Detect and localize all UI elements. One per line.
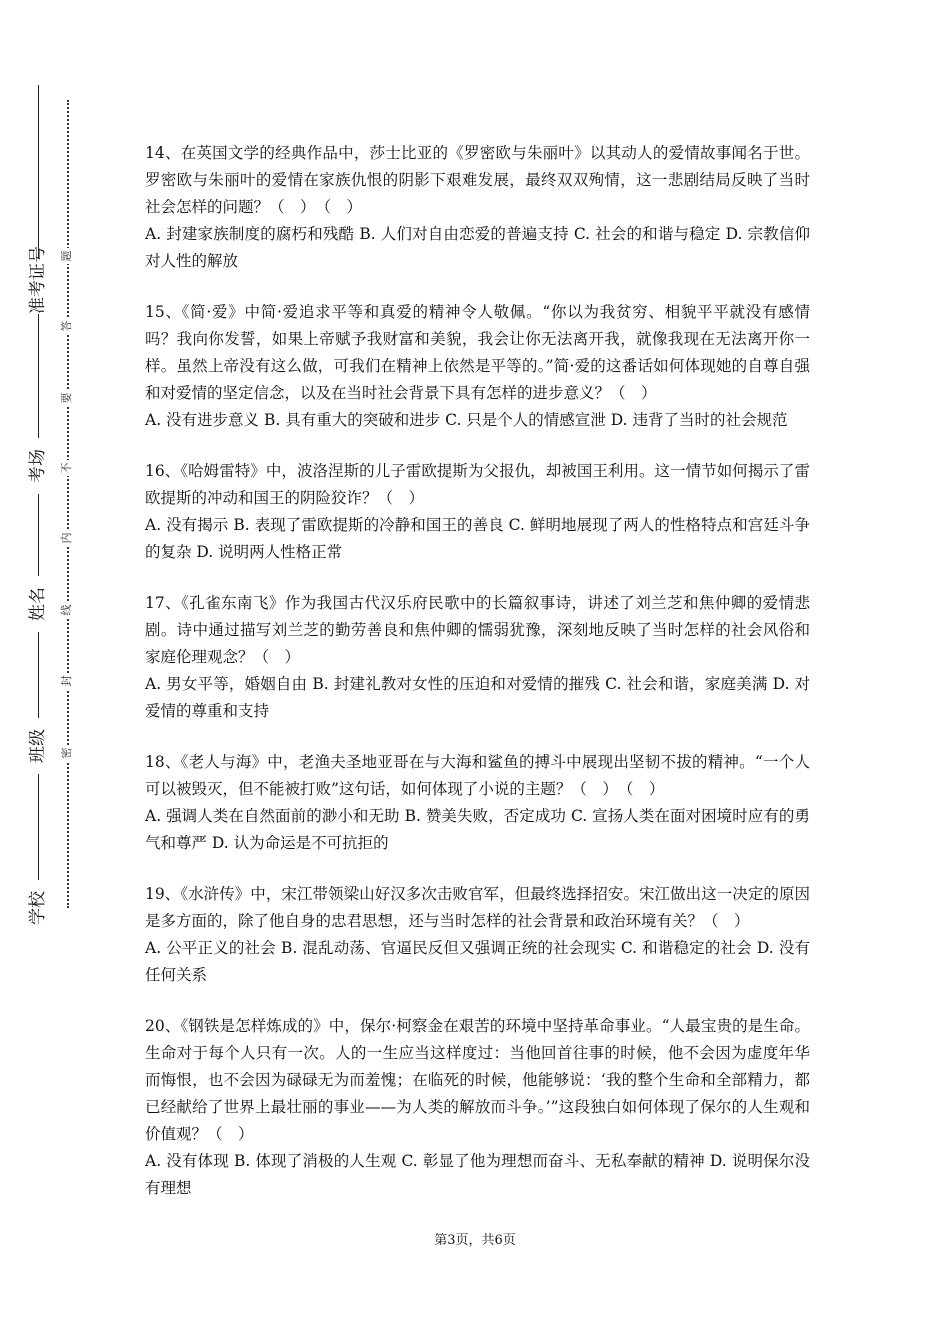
question-list — [145, 140, 810, 1226]
question-19 — [145, 881, 810, 989]
label-name: 姓名 — [27, 576, 49, 632]
label-school: 学校 — [27, 880, 49, 936]
question-options: A. 公平正义的社会 B. 混乱动荡、官逼民反但又强调正统的社会现实 C. 和谐稳定的社会 D. 没有任何关系 — [145, 939, 810, 984]
question-20 — [145, 1013, 810, 1202]
seal-char: 答 — [59, 318, 75, 334]
question-stem: 20、《钢铁是怎样炼成的》中，保尔·柯察金在艰苦的环境中坚持革命事业。“人最宝贵的是生命。生命对于每个人只有一次。人的一生应当这样度过：当他回首往事的时候，他不会因为虚度年华而悔恨，也不会因为碌碌无为而羞愧；在临死的时候，他能够说：‘我的整个生命和全部精力，都已经献给了世界上最壮丽的事业——为人类的解放而斗争。’”这段独白如何体现了保尔的人生观和价值观？（ ） — [145, 1017, 810, 1143]
question-14 — [145, 140, 810, 275]
question-options: A. 封建家族制度的腐朽和残酷 B. 人们对自由恋爱的普遍支持 C. 社会的和谐与稳定 D. 宗教信仰对人性的解放 — [145, 225, 810, 270]
question-options: A. 男女平等，婚姻自由 B. 封建礼教对女性的压迫和对爱情的摧残 C. 社会和谐，家庭美满 D. 对爱情的尊重和支持 — [145, 675, 810, 720]
label-class: 班级 — [27, 718, 49, 774]
binding-solid-line — [38, 85, 39, 925]
seal-char: 封 — [59, 673, 75, 689]
seal-char: 线 — [59, 602, 75, 618]
question-18 — [145, 749, 810, 857]
question-stem: 18、《老人与海》中，老渔夫圣地亚哥在与大海和鲨鱼的搏斗中展现出坚韧不拔的精神。“一个人可以被毁灭，但不能被打败”这句话，如何体现了小说的主题？（ ） （ ） — [145, 753, 810, 798]
seal-char: 不 — [59, 460, 75, 476]
question-stem: 15、《简·爱》中简·爱追求平等和真爱的精神令人敬佩。“你以为我贫穷、相貌平平就没有感情吗？我向你发誓，如果上帝赋予我财富和美貌，我会让你无法离开我，就像我现在无法离开你一样。虽然上帝没有这么做，可我们在精神上依然是平等的。”简·爱的这番话如何体现她的自尊自强和对爱情的坚定信念，以及在当时社会背景下具有怎样的进步意义？（ ） — [145, 303, 810, 402]
page-number: 第3页，共6页 — [434, 1233, 516, 1248]
question-stem: 19、《水浒传》中，宋江带领梁山好汉多次击败官军，但最终选择招安。宋江做出这一决定的原因是多方面的，除了他自身的忠君思想，还与当时怎样的社会背景和政治环境有关？（ ） — [145, 885, 810, 930]
seal-char: 内 — [59, 530, 75, 546]
question-options: A. 没有进步意义 B. 具有重大的突破和进步 C. 只是个人的情感宣泄 D. 违背了当时的社会规范 — [145, 411, 788, 429]
seal-char: 题 — [59, 248, 75, 264]
question-options: A. 强调人类在自然面前的渺小和无助 B. 赞美失败，否定成功 C. 宣扬人类在面对困境时应有的勇气和尊严 D. 认为命运是不可抗拒的 — [145, 807, 810, 852]
question-options: A. 没有体现 B. 体现了消极的人生观 C. 彰显了他为理想而奋斗、无私奉献的精神 D. 说明保尔没有理想 — [145, 1152, 810, 1197]
question-stem: 16、《哈姆雷特》中，波洛涅斯的儿子雷欧提斯为父报仇，却被国王利用。这一情节如何揭示了雷欧提斯的冲动和国王的阴险狡诈？（ ） — [145, 462, 810, 507]
question-stem: 17、《孔雀东南飞》作为我国古代汉乐府民歌中的长篇叙事诗，讲述了刘兰芝和焦仲卿的爱情悲剧。诗中通过描写刘兰芝的勤劳善良和焦仲卿的懦弱犹豫，深刻地反映了当时怎样的社会风俗和家庭伦理观念？（ ） — [145, 594, 810, 666]
label-exam-room: 考场 — [27, 438, 49, 494]
label-exam-number: 准考证号 — [28, 246, 48, 314]
seal-char: 要 — [59, 390, 75, 406]
question-15 — [145, 299, 810, 434]
question-17 — [145, 590, 810, 725]
question-stem: 14、在英国文学的经典作品中，莎士比亚的《罗密欧与朱丽叶》以其动人的爱情故事闻名于世。罗密欧与朱丽叶的爱情在家族仇恨的阴影下艰难发展，最终双双殉情，这一悲剧结局反映了当时社会怎样的问题？（ ） （ ） — [145, 144, 810, 216]
binding-dotted-line — [67, 100, 69, 908]
question-options: A. 没有揭示 B. 表现了雷欧提斯的冷静和国王的善良 C. 鲜明地展现了两人的性格特点和宫廷斗争的复杂 D. 说明两人性格正常 — [145, 516, 810, 561]
question-16 — [145, 458, 810, 566]
seal-char: 密 — [59, 745, 75, 761]
binding-margin — [0, 0, 80, 1344]
